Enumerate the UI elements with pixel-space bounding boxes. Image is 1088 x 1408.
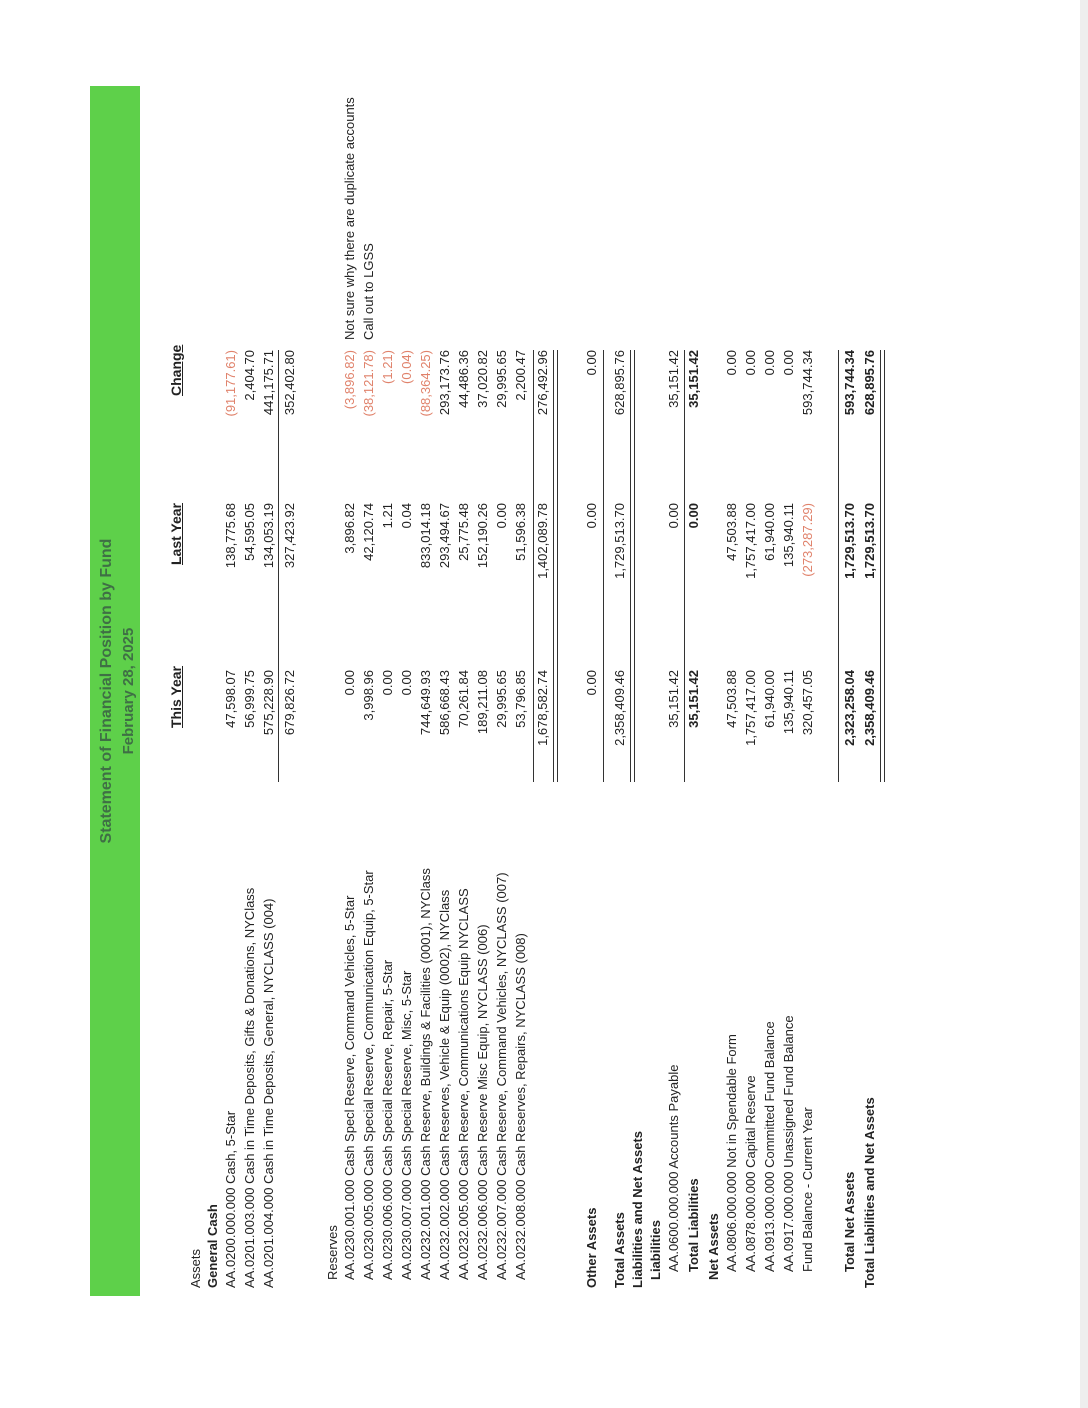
reserve-this-year: 586,668.43 — [437, 670, 452, 736]
net-asset-label: AA.0913.000.000 Committed Fund Balance — [762, 1021, 777, 1272]
total-assets-last-year: 1,729,513.70 — [612, 503, 627, 579]
reserve-row — [513, 0, 533, 1408]
reserve-change: (38,121.78) — [361, 350, 376, 417]
net-asset-change: 0.00 — [724, 350, 739, 376]
general-cash-change: 2,404.70 — [242, 350, 257, 401]
total-assets-this-year: 2,358,409.46 — [612, 670, 627, 746]
ap-label: AA.0600.000.000 Accounts Payable — [666, 1064, 681, 1272]
general-cash-label: AA.0200.000.000 Cash, 5-Star — [223, 1110, 238, 1288]
general-cash-this-year: 47,598.07 — [223, 670, 238, 728]
reserve-row — [361, 0, 381, 1408]
section-net-assets: Net Assets — [706, 1213, 721, 1280]
subtotal-rule — [278, 350, 279, 782]
reserve-change: 44,486.36 — [456, 350, 471, 408]
tlna-change: 628,895.76 — [862, 350, 877, 416]
total-liabilities-row — [686, 0, 706, 1408]
reserve-this-year: 70,261.84 — [456, 670, 471, 728]
total-liab-net-assets-row — [862, 0, 882, 1408]
reserve-label: AA.0232.005.000 Cash Reserve, Communications Equip NYCLASS — [456, 888, 471, 1280]
net-asset-this-year: 135,940.11 — [781, 670, 796, 735]
reserve-label: AA.0232.008.000 Cash Reserves, Repairs, NYCLASS (008) — [513, 933, 528, 1280]
statement-date: February 28, 2025 — [120, 627, 137, 755]
total-net-assets-last-year: 1,729,513.70 — [842, 503, 857, 579]
reserve-note: Not sure why there are duplicate accounts — [342, 97, 357, 340]
total-liabilities-last-year: 0.00 — [686, 503, 701, 529]
total-net-assets-label: Total Net Assets — [842, 1171, 857, 1272]
other-last-year: 0.00 — [584, 503, 599, 529]
reserve-row — [494, 0, 514, 1408]
ap-last-year: 0.00 — [666, 503, 681, 529]
total-net-assets-change: 593,744.34 — [842, 350, 857, 416]
reserves-double-rule — [553, 350, 558, 782]
net-asset-change: 0.00 — [743, 350, 758, 376]
reserve-row — [342, 0, 362, 1408]
reserve-last-year: 0.04 — [399, 503, 414, 529]
total-assets-label: Total Assets — [612, 1212, 627, 1288]
net-asset-row — [762, 0, 782, 1408]
net-asset-row — [724, 0, 744, 1408]
other-assets-row — [584, 0, 604, 1408]
other-change: 0.00 — [584, 350, 599, 376]
general-cash-label: AA.0201.004.000 Cash in Time Deposits, General, NYCLASS (004) — [261, 898, 276, 1288]
net-asset-this-year: 1,757,417.00 — [743, 670, 758, 746]
reserve-row — [475, 0, 495, 1408]
reserve-last-year: 42,120.74 — [361, 503, 376, 561]
reserve-label: AA.0232.006.000 Cash Reserve Misc Equip, NYCLASS (006) — [475, 924, 490, 1280]
statement-title: Statement of Financial Position by Fund — [98, 538, 115, 844]
general-cash-label: AA.0201.003.000 Cash in Time Deposits, Gifts & Donations, NYClass — [242, 887, 257, 1288]
reserve-row — [380, 0, 400, 1408]
general-cash-row — [242, 0, 262, 1408]
reserve-label: AA.0230.007.000 Cash Special Reserve, Misc, 5-Star — [399, 970, 414, 1280]
reserves-subtotal-row — [535, 0, 555, 1408]
general-cash-change: 441,175.71 — [261, 350, 276, 416]
total-liabilities-label: Total Liabilities — [686, 1178, 701, 1272]
reserve-last-year: 25,775.48 — [456, 503, 471, 561]
total-liab-net-assets-label: Total Liabilities and Net Assets — [862, 1097, 877, 1288]
reserve-label: AA.0232.001.000 Cash Reserve, Buildings & Facilities (0001), NYClass — [418, 868, 433, 1280]
scan-edge — [1080, 0, 1088, 1408]
reserves-top-rule — [533, 350, 534, 782]
col-header-last-year: Last Year — [168, 502, 184, 565]
reserve-row — [399, 0, 419, 1408]
reserve-last-year: 3,896.82 — [342, 503, 357, 554]
other-this-year: 0.00 — [584, 670, 599, 696]
net-asset-last-year: 1,757,417.00 — [743, 503, 758, 579]
reserve-change: (1.21) — [380, 350, 395, 384]
net-asset-change: 0.00 — [781, 350, 796, 376]
col-header-change: Change — [168, 344, 184, 396]
net-asset-this-year: 47,503.88 — [724, 670, 739, 728]
reserve-last-year: 51,596.38 — [513, 503, 528, 561]
reserve-change: (0.04) — [399, 350, 414, 384]
reserve-label: AA.0230.006.000 Cash Special Reserve, Repair, 5-Star — [380, 959, 395, 1280]
net-assets-rule — [838, 350, 839, 782]
liabilities-rule — [684, 350, 685, 782]
reserve-this-year: 0.00 — [399, 670, 414, 696]
net-asset-last-year: 61,940.00 — [762, 503, 777, 561]
section-liabilities-net-assets: Liabilities and Net Assets — [630, 1130, 645, 1288]
tlna-this-year: 2,358,409.46 — [862, 670, 877, 746]
general-cash-subtotal-row — [282, 0, 302, 1408]
reserve-change: 293,173.76 — [437, 350, 452, 416]
section-assets: Assets — [188, 1248, 203, 1288]
total-assets-change: 628,895.76 — [612, 350, 627, 416]
col-header-this-year: This Year — [168, 665, 184, 728]
reserve-row — [437, 0, 457, 1408]
section-other-assets: Other Assets — [584, 1207, 599, 1288]
reserve-this-year: 0.00 — [380, 670, 395, 696]
reserve-label: AA.0230.005.000 Cash Special Reserve, Communication Equip, 5-Star — [361, 870, 376, 1280]
gc-total-this-year: 679,826.72 — [282, 670, 297, 736]
total-liabilities-this-year: 35,151.42 — [686, 670, 701, 728]
reserve-this-year: 53,796.85 — [513, 670, 528, 728]
reserve-change: 2,200.47 — [513, 350, 528, 401]
section-reserves: Reserves — [325, 1225, 340, 1280]
general-cash-this-year: 56,999.75 — [242, 670, 257, 728]
reserve-this-year: 0.00 — [342, 670, 357, 696]
section-liabilities: Liabilities — [648, 1220, 663, 1280]
reserve-last-year: 152,190.26 — [475, 503, 490, 569]
reserve-this-year: 744,649.93 — [418, 670, 433, 736]
net-asset-this-year: 320,457.05 — [800, 670, 815, 736]
reserve-last-year: 833,014.18 — [418, 503, 433, 569]
general-cash-last-year: 54,595.05 — [242, 503, 257, 561]
reserve-change: (3,896.82) — [342, 350, 357, 410]
general-cash-last-year: 138,775.68 — [223, 503, 238, 569]
net-asset-row — [743, 0, 763, 1408]
ap-row — [666, 0, 686, 1408]
ap-this-year: 35,151.42 — [666, 670, 681, 728]
ap-change: 35,151.42 — [666, 350, 681, 408]
net-asset-label: AA.0878.000.000 Capital Reserve — [743, 1075, 758, 1272]
net-asset-last-year: (273,287.29) — [800, 503, 815, 577]
net-asset-this-year: 61,940.00 — [762, 670, 777, 728]
net-asset-last-year: 135,940.11 — [781, 503, 796, 568]
res-total-change: 276,492.96 — [535, 350, 550, 416]
tlna-last-year: 1,729,513.70 — [862, 503, 877, 579]
general-cash-this-year: 575,228.90 — [261, 670, 276, 736]
res-total-last-year: 1,402,089.78 — [535, 503, 550, 579]
net-asset-last-year: 47,503.88 — [724, 503, 739, 561]
reserve-this-year: 189,211.08 — [475, 670, 490, 735]
net-asset-row — [800, 0, 820, 1408]
res-total-this-year: 1,678,582.74 — [535, 670, 550, 746]
reserve-this-year: 29,995.65 — [494, 670, 509, 728]
net-asset-label: Fund Balance - Current Year — [800, 1107, 815, 1272]
total-net-assets-this-year: 2,323,258.04 — [842, 670, 857, 746]
gc-total-last-year: 327,423.92 — [282, 503, 297, 569]
reserve-last-year: 0.00 — [494, 503, 509, 529]
general-cash-row — [223, 0, 243, 1408]
other-rule — [603, 350, 604, 782]
reserve-change: 37,020.82 — [475, 350, 490, 408]
net-asset-change: 593,744.34 — [800, 350, 815, 416]
section-general-cash: General Cash — [205, 1204, 220, 1288]
net-asset-change: 0.00 — [762, 350, 777, 376]
reserve-row — [418, 0, 438, 1408]
reserve-change: (88,364.25) — [418, 350, 433, 417]
reserve-note: Call out to LGSS — [361, 243, 376, 340]
reserve-row — [456, 0, 476, 1408]
reserve-last-year: 293,494.67 — [437, 503, 452, 569]
total-liabilities-change: 35,151.42 — [686, 350, 701, 408]
reserve-this-year: 3,998.96 — [361, 670, 376, 721]
gc-total-change: 352,402.80 — [282, 350, 297, 416]
reserve-change: 29,995.65 — [494, 350, 509, 408]
net-asset-row — [781, 0, 801, 1408]
reserve-label: AA.0232.002.000 Cash Reserves, Vehicle & Equip (0002), NYClass — [437, 889, 452, 1280]
net-asset-label: AA.0806.000.000 Not in Spendable Form — [724, 1034, 739, 1272]
reserve-label: AA.0232.007.000 Cash Reserve, Command Vehicles, NYCLASS (007) — [494, 872, 509, 1280]
total-net-assets-row — [842, 0, 862, 1408]
final-double-rule — [880, 350, 885, 782]
net-asset-label: AA.0917.000.000 Unassigned Fund Balance — [781, 1015, 796, 1272]
total-assets-row — [612, 0, 632, 1408]
reserve-last-year: 1.21 — [380, 503, 395, 529]
reserve-label: AA.0230.001.000 Cash Specl Reserve, Command Vehicles, 5-Star — [342, 895, 357, 1280]
general-cash-change: (91,177.61) — [223, 350, 238, 417]
general-cash-last-year: 134,053.19 — [261, 503, 276, 569]
